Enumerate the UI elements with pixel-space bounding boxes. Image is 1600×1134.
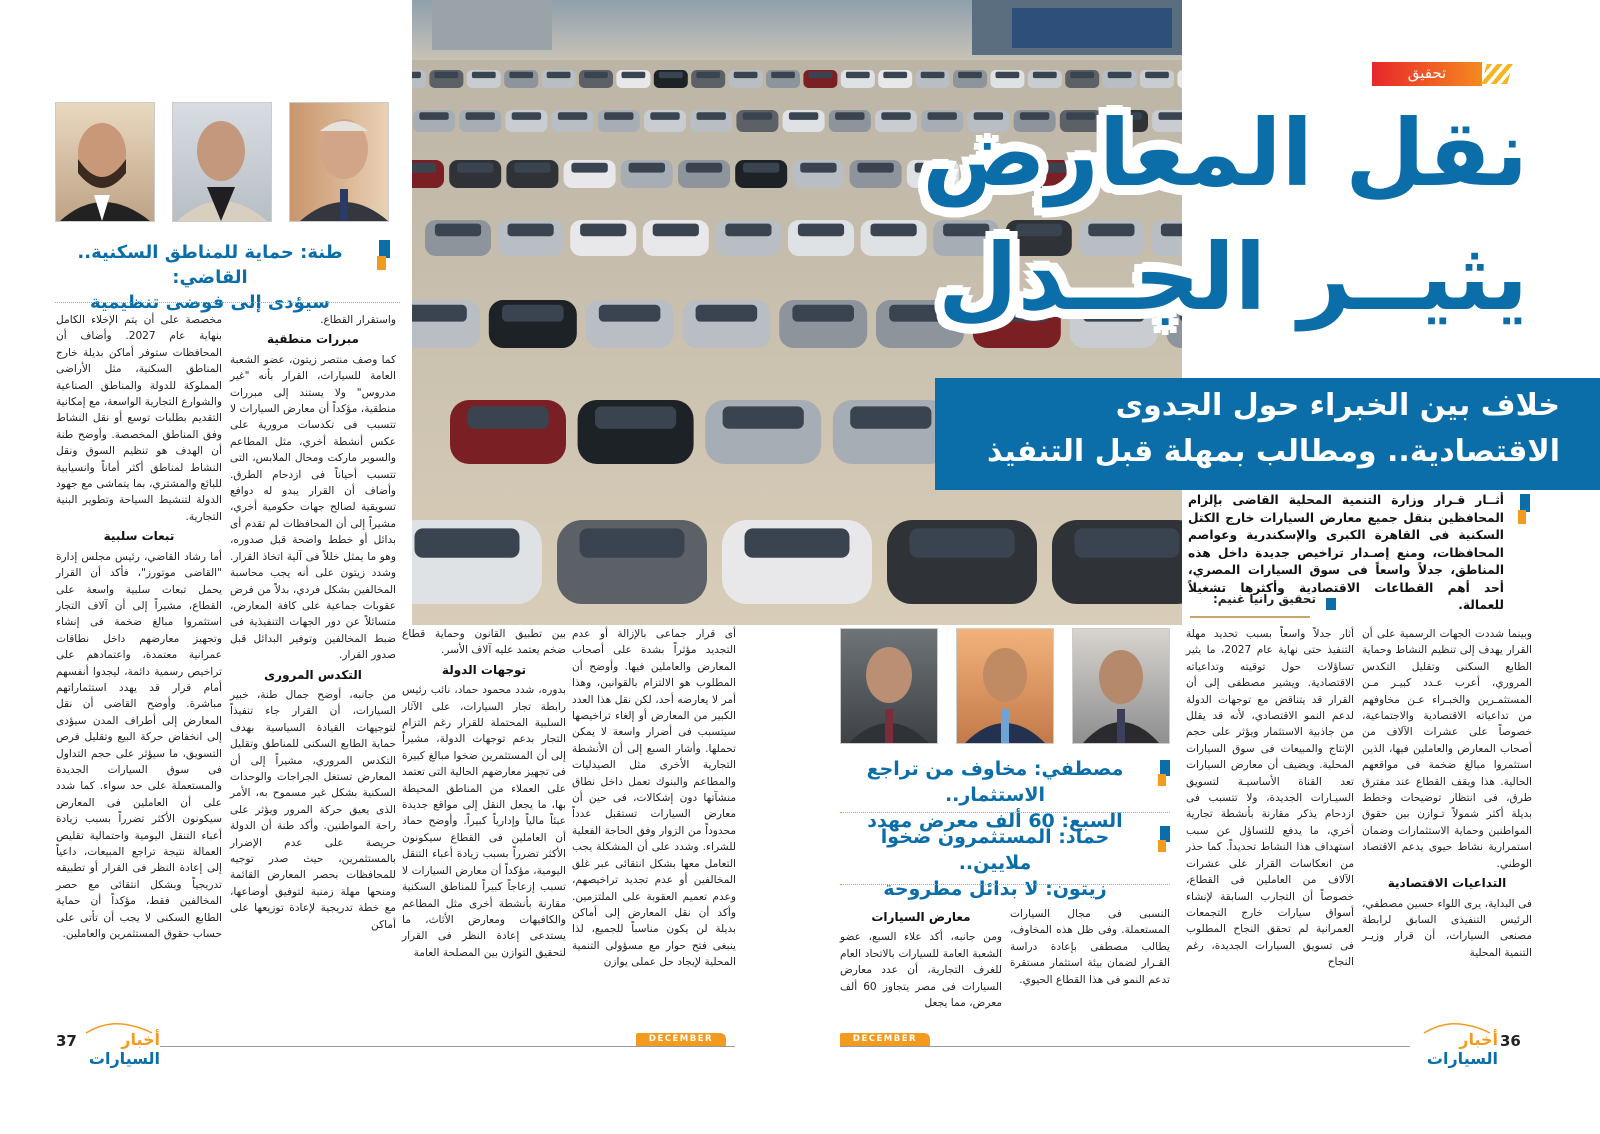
parked-car xyxy=(715,220,781,256)
subheading: معارض السيارات xyxy=(871,910,971,924)
parked-car xyxy=(579,70,613,88)
parked-car xyxy=(557,520,707,604)
pull-quote-line: سيؤدى إلى فوضى تنظيمية xyxy=(89,292,330,313)
paragraph: أثار جدلاً واسعاً بسبب تحديد مهلة التنفيذ حتى نهاية عام 2027، ما يثير تساؤلات حول توقيته وتداعياته الاقتصادية. ويشير مصطفى إلى أن القرار قد يتناقض مع توجهات الدولة لدعم النمو الاقتصادي، لأنه قد يقلل من جاذبية الاستثمار ويؤثر على حجم الإنتاج والمبيعات فى سوق السيارات المحلية. ويضيف أن معارض السيارات تعد القناة الأساسيـة لتسويق السيـارات الجديدة، ولا تتسبب فى ازدحام يذكر مقارنة بأنشطة تجارية أخري، ما يدفع للتساؤل عن سبب استهداف هذا النشاط تحديداً. كما حذر من انعكاسات القرار على عشرات الآلاف من العاملين فى القطاع، خصوصاً أن التجارب السابقة لإنشاء أسواق سيارات خارج التجمعات العمرانية لم تحقق النجاح المطلوب فى تسويق السيارات الجديدة، رغم النجاح xyxy=(1186,628,1354,969)
parked-car xyxy=(552,110,594,132)
paragraph: مخصصة على أن يتم الإخلاء الكامل بنهاية عام 2027. وأضاف أن المحافظات ستوفر أماكن بديلة خارج المناطق السكنية، مثل الأراضى المملوكة للدولة والمناطق الصناعية والشوارع التجارية الواسعة، مع إمكانية التقديم بطلبات توسع أو نقل النشاط وفق المناطق المخصصة. وأوضح طنة أن الهدف هو تنظيم السوق ونقل النشاط لمناطق أكثر أماناً وانسيابية للبائع والمشتري، بما يتماشى مع جهود الدولة لتنشيط السياحة وتطوير البنية التجارية. xyxy=(56,314,223,523)
parked-car xyxy=(833,400,949,464)
parked-car xyxy=(644,110,686,132)
parked-car xyxy=(412,300,480,348)
parked-car xyxy=(803,70,837,88)
paragraph: أى قرار جماعى بالإزالة أو عدم التجديد مؤثراً بشدة على أصحاب المعارض والعاملين فيها. وأوضح أن المطلوب هو الالتزام بالقوانين، وهذا أمر لا يعارضه أحد، لكن نقل هذا العدد الكبير من المعارض أو إلغاء تراخيصها سيتسبب فى أضرار واسعة لا يمكن تحملها. وأشار السبع إلى أن الأنشطة التجارية الأخرى مثل الصيدليات والمطاعم والبنوك تعمل داخل نطاق منشآتها دون إشكالات، فى حين أن معارض السيارات تستقبل عدداً محدوداً من الزوار وفق الحاجة الفعلية للشراء. وشدد على أن المشكلة يجب التعامل معها بشكل انتقائى عبر غلق المخالفين أو عدم تجديد تراخيصهم، وعدم تعميم العقوبة على الملتزمين. وأكد أن نقل المعارض إلى أماكن بديلة لن يكون مناسباً للجميع، لذا ينبغى فتح حوار مع مسؤولى التنمية المحلية لإيجاد حل عملى يوازن xyxy=(572,628,736,969)
parked-car xyxy=(705,400,821,464)
logo-word-2: السيارات xyxy=(88,1049,160,1068)
parked-car xyxy=(425,220,491,256)
byline-mark-icon xyxy=(1326,598,1336,610)
parked-car xyxy=(788,220,854,256)
quote-mark-icon xyxy=(1148,760,1170,794)
parked-car xyxy=(850,160,902,188)
page-number-right: 36 xyxy=(1500,1032,1521,1050)
subheadline-band xyxy=(935,378,1600,490)
parked-car xyxy=(429,70,463,88)
left-page-column-4 xyxy=(56,312,222,942)
parked-car xyxy=(736,110,778,132)
subheading: التداعيات الاقتصادية xyxy=(1387,876,1507,891)
parked-car xyxy=(682,300,770,348)
parked-car xyxy=(829,110,871,132)
subheading: تبعات سلبية xyxy=(103,529,175,544)
subheadline-line-2: الاقتصادية.. ومطالب بمهلة قبل التنفيذ xyxy=(987,434,1560,469)
parked-car xyxy=(505,110,547,132)
paragraph: بين تطبيق القانون وحماية قطاع ضخم يعتمد عليه آلاف الأسر. xyxy=(402,628,566,657)
subheadline-line-1: خلاف بين الخبراء حول الجدوى xyxy=(1115,388,1560,423)
parked-car xyxy=(616,70,650,88)
headline-line-2: يثيــر الجــدل xyxy=(937,224,1528,331)
parked-car xyxy=(875,110,917,132)
paragraph: ومن جانبه، أكد علاء السبع، عضو الشعبة العامة للسيارات بالاتحاد العام للغرف التجارية، أن عدد معارض السيارات فى مصر يتجاوز 60 ألف معرض، مما يجعل xyxy=(840,931,1002,1010)
quote-mark-icon xyxy=(1148,826,1170,860)
subheading: توجهات الدولة xyxy=(441,662,527,677)
paragraph: بدوره، شدد محمود حماد، نائب رئيس رابطة تجار السيارات، على الآثار السلبية المحتملة للقرار رغم التزام التجار بدعم توجهات الدولة، مشيراً إلى أن المستثمرين ضخوا مبالغ كبيرة فى تجهيز معارضهم الحالية التى تعتمد على العملاء من المناطق المحيطة بها، ما يجعل النقل إلى مواقع جديدة عبئاً مالياً وإدارياً كبيراً. وأوضح حماد أن العاملين فى القطاع سيكونون الأكثر تضرراً بسبب زيادة أعباء التنقل اليومية، مؤكداً أن معارض السيارات لا تسبب إزعاجاً كبيراً للمناطق السكنية مقارنة بأنشطة أخرى مثل المطاعم والكافيهات ومعارض الأثاث، ما يستدعى إعادة النظر فى القرار لتحقيق التوازن بين المصلحة العامة xyxy=(402,684,566,959)
paragraph: النسبى فى مجال السيارات المستعملة. وفى ظل هذه المخاوف، يطالب مصطفى بإعادة دراسة القـرار لضمان بيئة استثمار مستقرة تدعم النمو فى هذا القطاع الحيوي. xyxy=(1010,908,1170,986)
logo-word-1: أخبار xyxy=(1459,1030,1498,1049)
subheading: مبررات منطقية xyxy=(267,332,359,347)
quote-mark-icon xyxy=(368,240,390,274)
portrait-rashad-elkady xyxy=(55,102,155,222)
parked-car xyxy=(861,220,927,256)
right-page-column-2 xyxy=(1186,626,1354,971)
checkered-flag-icon xyxy=(1481,64,1512,84)
left-page-column-3 xyxy=(230,312,396,933)
pull-quote-hammad-zeitoun xyxy=(845,824,1145,902)
parked-car xyxy=(1140,70,1174,88)
parked-car xyxy=(1052,520,1182,604)
pull-quote-line: طنة: حماية للمناطق السكنية.. القاضي: xyxy=(77,242,343,288)
parked-car xyxy=(841,70,875,88)
parked-car xyxy=(916,70,950,88)
parked-car xyxy=(729,70,763,88)
portrait-montaser-zeitoun xyxy=(289,102,389,222)
car-outline-icon xyxy=(84,1022,154,1034)
parked-car xyxy=(564,160,616,188)
portrait-gamal-tanna xyxy=(172,102,272,222)
portrait-hussein-mustafa xyxy=(1072,628,1170,744)
parked-car xyxy=(887,520,1037,604)
pull-quote-tanna-elkady xyxy=(60,240,360,315)
portrait-mahmoud-hammad xyxy=(840,628,938,744)
parked-car xyxy=(690,110,732,132)
parked-car xyxy=(1028,70,1062,88)
parked-car xyxy=(722,520,872,604)
parked-car xyxy=(735,160,787,188)
pull-quote-line: مصطفي: مخاوف من تراجع الاستثمار.. xyxy=(866,758,1124,806)
issue-date-badge-left: DECEMBER 2025 xyxy=(636,1033,726,1046)
paragraph: واستقرار القطاع. xyxy=(320,314,396,326)
paragraph: وبينما شددت الجهات الرسمية على أن القرار يهدف إلى تنظيم النشاط وحماية الطابع السكنى وتقليل التكدس المروري، أعرب عـدد كبيـر مـن المستثمـرين والخبـراء عـن مخاوفهم من تداعياته الاقتصادية والاجتماعية، خصوصاً على عشرات الآلاف من أصحاب المعارض والعاملين فيها، الذين استثمروا مبالغ ضخمة فى مواقعهم الحالية. هذا ويقف القطاع عند مفترق طرق، فى انتظار توضيحات وخطط بديلة أكثر شمولاً تـوازن بين حقوق المواطنين وحماية الاستثمارات وضمان استمرارية نشاط حيوى يدعم الاقتصاد الوطني. xyxy=(1362,628,1532,870)
parked-car xyxy=(570,220,636,256)
parked-car xyxy=(878,70,912,88)
parked-car xyxy=(953,70,987,88)
parked-car xyxy=(413,110,455,132)
car-outline-icon xyxy=(1422,1022,1492,1034)
parked-car xyxy=(542,70,576,88)
quote-mark-icon xyxy=(1508,494,1530,528)
parked-car xyxy=(654,70,688,88)
divider xyxy=(55,302,400,303)
intro-paragraph: أثــار قـرار وزارة التنمية المحلية القاضى بإلزام المحافظين بنقل جميع معارض السيارات خارج الكتل السكنية فى القاهرة الكبرى والإسكندرية وعواصم المحافظات، ومنع إصـدار تراخيص جديدة داخل هذه المناطق، جدلاً واسعاً فى سوق السيارات المصري، أحد أهم القطاعات الاقتصادية وأكثرها تشغيلاً للعمالة. xyxy=(1188,493,1504,612)
parked-car xyxy=(450,400,566,464)
portrait-alaa-elsabaa xyxy=(956,628,1054,744)
logo-word-1: أخبار xyxy=(121,1030,160,1049)
right-page-column-3 xyxy=(1010,906,1170,988)
divider xyxy=(840,884,1170,885)
byline-rule xyxy=(1190,616,1310,618)
section-tag xyxy=(1372,62,1507,86)
footer-rule-left xyxy=(160,1046,735,1047)
magazine-logo-left xyxy=(80,1030,160,1068)
parked-car xyxy=(678,160,730,188)
paragraph: من جانبه، أوضح جمال طنة، خبير السيارات، أن القرار جاء تنفيذاً لتوجيهات القيادة السياسية بهدف حماية الطابع السكنى للمناطق وتقليل التكدس المروري، مشيراً إلى أن المعارض تستغل الجراجات والوحدات السكنية بشكل غير مسموح به، الأمر الذى يعيق حركة المرور ويؤثر على راحة المواطنين. وأكد طنة أن الدولة حريصة على عدم الإضرار بالمستثمرين، حيث صدر توجيه للمحافظات بحصر المعارض القائمة ومنحها مهلة زمنية لتوفيق أوضاعها، مع خطة تدريجية لإعادة توزيعها على أماكن xyxy=(230,688,396,931)
parked-car xyxy=(779,300,867,348)
parked-car xyxy=(598,110,640,132)
parked-car xyxy=(504,70,538,88)
parked-car xyxy=(1103,70,1137,88)
pull-quote-line: حماد: المستثمرون ضخوا ملايين.. xyxy=(880,826,1110,874)
parked-car xyxy=(621,160,673,188)
parked-car xyxy=(691,70,725,88)
magazine-logo-right xyxy=(1418,1030,1498,1068)
left-page-column-1 xyxy=(572,626,736,971)
pull-quote-mustafa-elsabaa xyxy=(845,756,1145,834)
parked-car xyxy=(766,70,800,88)
parked-car xyxy=(1065,70,1099,88)
left-page-column-2 xyxy=(402,626,566,961)
footer-rule-right xyxy=(840,1046,1410,1047)
divider xyxy=(840,812,1170,813)
pull-quote-line: زيتون: لا بدائل مطروحة xyxy=(883,878,1107,900)
parked-car xyxy=(412,160,444,188)
parked-car xyxy=(498,220,564,256)
parked-car xyxy=(412,520,542,604)
right-page-column-1 xyxy=(1362,626,1532,961)
parked-car xyxy=(792,160,844,188)
parked-car xyxy=(783,110,825,132)
issue-date-badge-right: DECEMBER 2025 xyxy=(840,1033,930,1046)
parked-car xyxy=(489,300,577,348)
paragraph: أما رشاد القاضي، رئيس مجلس إدارة "القاضى موتورز"، فأكد أن القرار يحمل تبعات سلبية واسعة على القطاع، مشيراً إلى أن آلاف التجار استثمروا مبالغ ضخمة فى إنشاء وتجهيز معارضهم داخل نطاقات عمرانية معتمدة، واعتمادهم على تراخيص رسمية دائمة، ليجدوا أنفسهم أمام قرار قد يهدد استثماراتهم مباشرة. وأوضح القاضى أن نقل المعارض إلى أطراف المدن سيؤدى إلى انخفاض حركة البيع وتقليل فرص التسويق، ما سيؤثر على حجم التداول فى سوق السيارات الجديدة والمستعملة على حد سواء. كما شدد على أن العاملين فى المعارض سيكونون الأكثر تضرراً بسبب زيادة أعباء التنقل اليومية واحتمالية تقليص العمالة نتيجة تراجع المبيعات، داعياً إلى إعادة النظر فى القرار أو تطبيقه تدريجياً وبشكل انتقائى مع حصر المخالفين فقط، مؤكداً أن حماية الطابع السكنى لا يجب أن تأتى على حساب حقوق المستثمرين والعاملين. xyxy=(56,550,222,941)
parked-car xyxy=(449,160,501,188)
headline-line-1: نقل المعارض xyxy=(922,100,1528,207)
parked-car xyxy=(578,400,694,464)
section-tag-label: تحقيق xyxy=(1407,64,1447,82)
paragraph: كما وصف منتصر زيتون، عضو الشعبة العامة للسيارات، القرار بأنه "غير مدروس" ولا يستند إلى مبررات منطقية، مؤكداً أن معارض السيارات لا تتسبب فى تكدسات مرورية على عكس أنشطة أخري، مثل المطاعم والسوبر ماركت ومحال الملابس، التى تتسبب أحياناً فى ازدحام الطرق. وأضاف أن القرار يبدو له دوافع تسويقية لصالح جهات حكومية أخري، مشيراً إلى أن المحافظات لم تقدم أى بدائل أو خطط واضحة قبل صدوره، وهو ما يمثل خللاً فى آلية اتخاذ القرار. وشدد زيتون على أنه يجب محاسبة المخالفين بشكل فردي، بدلاً من فرض عقوبات جماعية على كافة المعارض، متسائلاً عن دور الجهات التنفيذية فى ضبط المخالفين وتوفير البدائل قبل صدور القرار. xyxy=(230,353,396,662)
parked-car xyxy=(412,70,426,88)
parked-car xyxy=(990,70,1024,88)
subheading: التكدس المرورى xyxy=(264,667,362,682)
logo-word-2: السيارات xyxy=(1426,1049,1498,1068)
page-number-left: 37 xyxy=(56,1032,77,1050)
parked-car xyxy=(586,300,674,348)
parked-car xyxy=(643,220,709,256)
right-page-column-4 xyxy=(840,906,1002,1011)
parked-car xyxy=(506,160,558,188)
parked-car xyxy=(459,110,501,132)
paragraph: فى البداية، يرى اللواء حسين مصطفي، الرئيس التنفيذى السابق لرابطة مصنعى السيارات، أن قرار وزيـر التنمية المحلية xyxy=(1362,897,1532,959)
pull-quote-line: السبع: 60 ألف معرض مهدد xyxy=(867,810,1123,832)
parked-car xyxy=(467,70,501,88)
byline-text: تحقيق رانيا غنيم: xyxy=(1213,592,1316,606)
byline xyxy=(1180,590,1340,612)
